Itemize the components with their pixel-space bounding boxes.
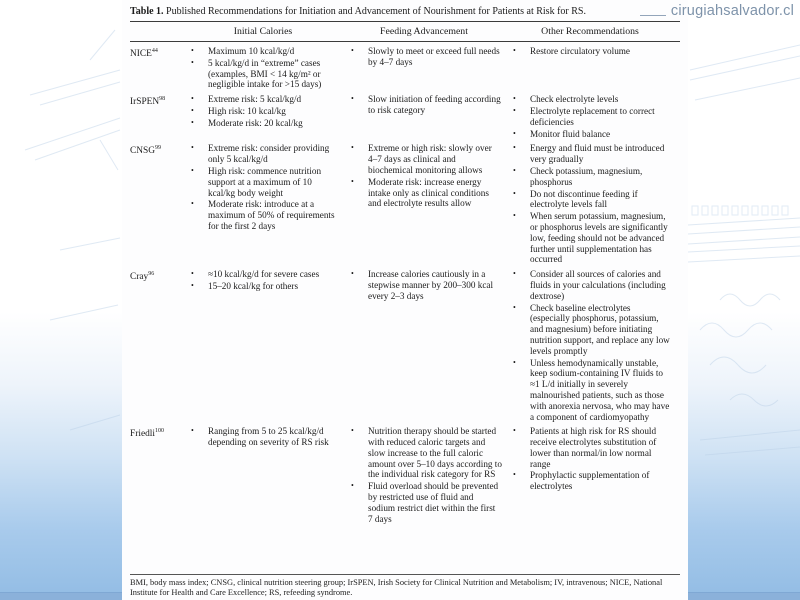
bullet-item <box>188 118 340 129</box>
bullet-text: Maximum 10 kcal/kg/d <box>208 46 295 56</box>
bullet-text: 5 kcal/kg/d in “extreme” cases (examples, BMI < 14 kg/m² or negligible intake for >15 days) <box>208 57 322 90</box>
feeding-advancement-cell <box>348 94 510 140</box>
bullet-item <box>188 426 340 448</box>
table-rows <box>130 42 680 525</box>
bullet-icon: • <box>513 94 516 104</box>
bullet-item <box>348 426 502 480</box>
bullet-text: When serum potassium, magnesium, or phosphorus levels are significantly low, feeding should not be advanced further until supplementation has occurred <box>530 211 668 265</box>
bullet-text: Extreme risk: 5 kcal/kg/d <box>208 94 302 105</box>
bullet-text: Restore circulatory volume <box>530 46 631 56</box>
other-recommendations-cell <box>510 143 680 266</box>
source-reference-number: 44 <box>151 48 158 54</box>
other-recommendations-cell <box>510 46 680 91</box>
bullet-icon: • <box>513 128 516 138</box>
table-row <box>130 46 680 91</box>
bullet-icon: • <box>191 280 194 290</box>
source-name: CNSG <box>130 146 156 157</box>
bullet-item <box>510 94 672 105</box>
row-source-label <box>130 426 188 525</box>
bullet-icon: • <box>513 269 516 279</box>
row-source-label <box>130 143 188 266</box>
table-row <box>130 94 680 140</box>
table-title-label: Table 1. <box>130 6 164 17</box>
bullet-icon: • <box>513 470 516 480</box>
bullet-text: Check electrolyte levels <box>530 94 619 105</box>
bullet-item <box>188 166 340 198</box>
other-recommendations-cell <box>510 94 680 140</box>
bullet-text: Check potassium, magnesium, phosphorus <box>530 165 643 187</box>
feeding-advancement-cell <box>348 426 510 525</box>
bullet-text: High risk: commence nutrition support at a maximum of 10 kcal/kg body weight <box>208 165 322 198</box>
bullet-text: Unless hemodynamically unstable, keep sodium-containing IV fluids to ≈1 L/d initially in severely malnourished patients, such as those with anorexia nervosa, who may have a component of cardiomyopathy <box>530 357 670 422</box>
watermark-underline <box>640 15 666 16</box>
bullet-text: ≈10 kcal/kg/d for severe cases <box>208 269 320 280</box>
other-recommendations-cell <box>510 269 680 423</box>
bullet-text: Energy and fluid must be introduced very gradually <box>530 143 665 165</box>
bullet-icon: • <box>191 269 194 279</box>
source-name: Friedli <box>130 429 155 440</box>
bullet-item <box>188 269 340 280</box>
source-name: NICE <box>130 49 152 60</box>
column-header-feeding-advancement: Feeding Advancement <box>380 26 468 37</box>
row-source-label <box>130 46 188 91</box>
row-source-label <box>130 94 188 140</box>
bullet-icon: • <box>513 188 516 198</box>
initial-calories-cell <box>188 46 348 91</box>
column-header-spacer <box>130 26 188 37</box>
table-row <box>130 269 680 423</box>
bullet-text: High risk: 10 kcal/kg <box>208 105 286 116</box>
bullet-item <box>510 46 672 57</box>
bullet-text: Electrolyte replacement to correct deficiencies <box>530 105 655 127</box>
bullet-text: Patients at high risk for RS should receive electrolytes substitution of lower than normal/in low normal range <box>530 426 657 469</box>
bullet-text: Increase calories cautiously in a stepwise manner by 200–300 kcal every 2–3 days <box>368 269 494 301</box>
bullet-item <box>348 177 502 209</box>
initial-calories-cell <box>188 143 348 266</box>
bullet-icon: • <box>191 426 194 436</box>
source-reference-number: 96 <box>148 271 155 278</box>
bullet-text: Monitor fluid balance <box>530 128 611 139</box>
bullet-text: Extreme or high risk: slowly over 4–7 days as clinical and biochemical monitoring allows <box>368 143 492 175</box>
bullet-text: Do not discontinue feeding if electrolyte levels fall <box>530 188 638 210</box>
source-reference-number: 99 <box>155 145 162 152</box>
bullet-icon: • <box>513 426 516 436</box>
bullet-icon: • <box>513 165 516 175</box>
source-reference-number: 98 <box>159 96 166 103</box>
table-title-text: Published Recommendations for Initiation and Advancement of Nourishment for Patients at Risk for RS. <box>166 6 586 17</box>
bullet-text: 15–20 kcal/kg for others <box>208 280 299 291</box>
bullet-icon: • <box>191 57 194 67</box>
bullet-text: Nutrition therapy should be started with reduced caloric targets and slow increase to the full caloric amount over 5–10 days according to the individual risk category for RS <box>368 426 502 480</box>
source-name: Cray <box>130 272 149 283</box>
bullet-icon: • <box>351 481 354 491</box>
column-header-other-recommendations: Other Recommendations <box>541 26 639 37</box>
table-title <box>130 3 680 22</box>
bullet-text: Extreme risk: consider providing only 5 kcal/kg/d <box>208 143 330 165</box>
table-column-headers <box>130 22 680 42</box>
row-source-label <box>130 269 188 423</box>
bullet-item <box>510 211 672 265</box>
bullet-text: Moderate risk: introduce at a maximum of 50% of requirements for the first 2 days <box>208 199 335 231</box>
source-reference-number: 100 <box>155 428 164 435</box>
bullet-item <box>510 358 672 423</box>
bullet-icon: • <box>513 46 516 55</box>
bullet-item <box>348 94 502 116</box>
bullet-item <box>510 129 672 140</box>
bullet-item <box>188 106 340 117</box>
bullet-item <box>188 199 340 231</box>
bullet-icon: • <box>351 94 354 104</box>
bullet-icon: • <box>513 211 516 221</box>
bullet-item <box>510 303 672 357</box>
bullet-item <box>510 189 672 211</box>
bullet-item <box>188 94 340 105</box>
bullet-text: Consider all sources of calories and fluids in your calculations (including dextrose) <box>530 269 666 301</box>
bullet-icon: • <box>351 143 354 153</box>
bullet-text: Prophylactic supplementation of electrolytes <box>530 470 650 492</box>
initial-calories-cell <box>188 94 348 140</box>
bullet-item <box>188 58 340 90</box>
bullet-item <box>510 426 672 469</box>
bullet-text: Slowly to meet or exceed full needs by 4–7 days <box>368 46 500 67</box>
bullet-item <box>510 106 672 128</box>
bullet-icon: • <box>513 143 516 153</box>
bullet-icon: • <box>191 199 194 209</box>
bullet-item <box>510 470 672 492</box>
bullet-icon: • <box>191 165 194 175</box>
column-header-initial-calories: Initial Calories <box>233 26 293 37</box>
bullet-item <box>188 281 340 292</box>
bullet-icon: • <box>351 176 354 186</box>
bullet-icon: • <box>513 357 516 367</box>
bullet-item <box>188 143 340 165</box>
bullet-item <box>510 166 672 188</box>
source-name: IrSPEN <box>130 97 160 108</box>
bullet-text: Moderate risk: 20 kcal/kg <box>208 117 303 128</box>
table-footnote: BMI, body mass index; CNSG, clinical nutrition steering group; IrSPEN, Irish Society for Clinical Nutrition and Metabolism; IV, intravenous; NICE, National Institute for Health and Care Excellence; RS, refeeding syndrome. <box>130 574 680 598</box>
initial-calories-cell <box>188 426 348 525</box>
bullet-item <box>348 481 502 524</box>
bullet-icon: • <box>351 426 354 436</box>
bullet-text: Check baseline electrolytes (especially phosphorus, potassium, and magnesium) before initiating nutrition support, and replace any low levels promptly <box>530 302 670 356</box>
feeding-advancement-cell <box>348 46 510 91</box>
bullet-item <box>348 46 502 68</box>
watermark <box>640 3 794 19</box>
feeding-advancement-cell <box>348 269 510 423</box>
bullet-text: Moderate risk: increase energy intake only as clinical conditions and electrolyte results allow <box>368 176 489 209</box>
bullet-icon: • <box>191 143 194 153</box>
table-row <box>130 143 680 266</box>
bullet-item <box>510 143 672 165</box>
bullet-item <box>188 46 340 57</box>
table-row <box>130 426 680 525</box>
bullet-icon: • <box>191 105 194 115</box>
bullet-item <box>348 143 502 175</box>
bullet-icon: • <box>191 117 194 127</box>
bullet-icon: • <box>513 105 516 115</box>
bullet-item <box>510 269 672 301</box>
bullet-icon: • <box>513 302 516 312</box>
bullet-text: Ranging from 5 to 25 kcal/kg/d depending on severity of RS risk <box>208 426 329 448</box>
bullet-icon: • <box>351 269 354 279</box>
bullet-icon: • <box>191 46 194 55</box>
other-recommendations-cell <box>510 426 680 525</box>
watermark-text: cirugiahsalvador.cl <box>670 3 794 19</box>
bullet-item <box>348 269 502 301</box>
initial-calories-cell <box>188 269 348 423</box>
bullet-icon: • <box>351 46 354 55</box>
bullet-icon: • <box>191 94 194 104</box>
bullet-text: Slow initiation of feeding according to risk category <box>368 94 501 115</box>
table-panel <box>122 0 688 600</box>
feeding-advancement-cell <box>348 143 510 266</box>
bullet-text: Fluid overload should be prevented by restricted use of fluid and sodium restrict diet within the first 7 days <box>368 481 499 524</box>
